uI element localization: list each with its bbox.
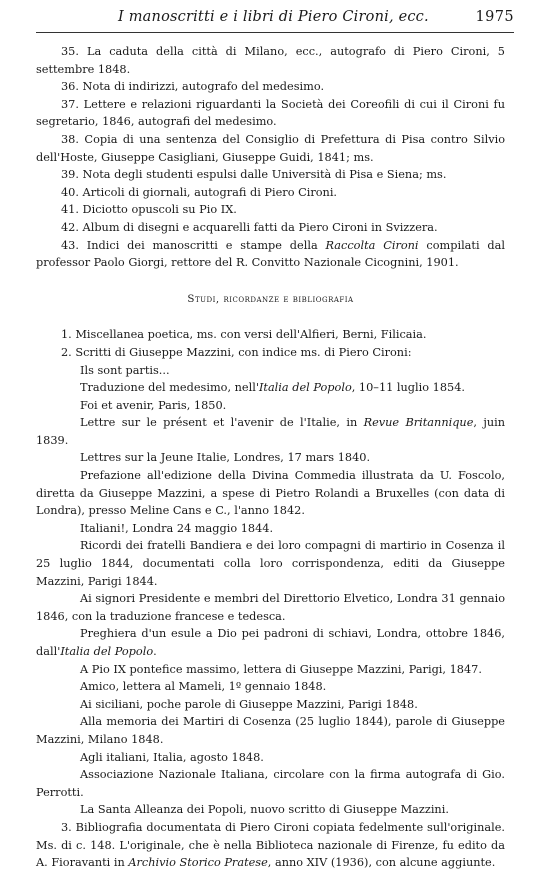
item-text: compilati dal professor Paolo Giorgi, rettore del R. Convitto Nazionale Cicognini, 1901. bbox=[36, 238, 505, 270]
sub-item: Agli italiani, Italia, agosto 1848. bbox=[80, 750, 264, 764]
list-item: 35. La caduta della città di Milano, ecc., autografo di Piero Cironi, 5 settembre 1848. bbox=[36, 45, 505, 76]
italic-title: Revue Britannique bbox=[363, 416, 474, 430]
sub-item: La Santa Alleanza dei Popoli, nuovo scritto di Giuseppe Mazzini. bbox=[80, 803, 449, 817]
sub-item: Italiani!, Londra 24 maggio 1844. bbox=[80, 521, 274, 535]
sub-item: Ai signori Presidente e membri del Direttorio Elvetico, Londra 31 gennaio 1846, con la traduzione francese e tedesca. bbox=[36, 592, 505, 623]
list-item: 40. Articoli di giornali, autografi di Piero Cironi. bbox=[61, 185, 338, 199]
list-item: 41. Diciotto opuscoli su Pio IX. bbox=[61, 203, 237, 217]
page-number: 1975 bbox=[475, 9, 514, 25]
running-title: I manoscritti e i libri di Piero Cironi, ecc. bbox=[118, 9, 429, 25]
page-header bbox=[0, 9, 550, 29]
sub-item: Alla memoria dei Martiri di Cosenza (25 luglio 1844), parole di Giuseppe Mazzini, Milano 1848. bbox=[36, 715, 505, 746]
item-text: , juin 1839. bbox=[36, 416, 506, 447]
italic-title: Italia del Popolo bbox=[258, 381, 352, 395]
sub-item: Associazione Nazionale Italiana, circolare con la firma autografa di Gio. Perrotti. bbox=[36, 768, 505, 799]
italic-title: Archivio Storico Pratese bbox=[128, 856, 268, 870]
list-item: 2. Scritti di Giuseppe Mazzini, con indice ms. di Piero Cironi: bbox=[61, 345, 412, 359]
item-text: , anno XIV (1936), con alcune aggiunte. bbox=[267, 856, 496, 870]
sub-item bbox=[36, 625, 505, 660]
sub-item: Lettres sur la Jeune Italie, Londres, 17 mars 1840. bbox=[80, 451, 371, 465]
list-item: 38. Copia di una sentenza del Consiglio di Prefettura di Pisa contro Silvio dell'Hoste, Giuseppe Casigliani, Giuseppe Guidi, 1841; ms. bbox=[36, 132, 505, 164]
sub-item bbox=[36, 379, 505, 397]
item-text: Traduzione del medesimo, nell' bbox=[80, 381, 259, 395]
list-item: 39. Nota degli studenti espulsi dalle Università di Pisa e Siena; ms. bbox=[61, 168, 447, 182]
sub-item: Foi et avenir, Paris, 1850. bbox=[80, 398, 227, 412]
list-item: 1. Miscellanea poetica, ms. con versi dell'Alfieri, Berni, Filicaia. bbox=[61, 328, 427, 342]
list-item: 36. Nota di indirizzi, autografo del medesimo. bbox=[61, 80, 325, 94]
sub-item bbox=[36, 414, 505, 449]
sub-item: Amico, lettera al Mameli, 1º gennaio 1848. bbox=[80, 680, 327, 694]
item-text: . bbox=[153, 645, 157, 658]
list-item bbox=[36, 237, 505, 272]
item-text: 43. Indici dei manoscritti e stampe della bbox=[61, 238, 326, 252]
sub-item: Ricordi dei fratelli Bandiera e dei loro compagni di martirio in Cosenza il 25 luglio 1844, documentati colla loro corrispondenza, editi da Giuseppe Mazzini, Parigi 1844. bbox=[36, 539, 505, 588]
sub-item: Ai siciliani, poche parole di Giuseppe Mazzini, Parigi 1848. bbox=[80, 697, 418, 711]
italic-title: Italia del Popolo bbox=[60, 645, 154, 658]
item-text: 3. Bibliografia documentata di Piero Cironi copiata fedelmente sull'originale. Ms. di c. 148. L'originale, che è nella Biblioteca nazionale di Firenze, fu edito da A. Fioravanti in bbox=[36, 820, 505, 870]
sub-item: Prefazione all'edizione della Divina Commedia illustrata da U. Foscolo, diretta da Giuseppe Mazzini, a spese di Pietro Rolandi a Bruxelles (con data di Londra), presso Meline Cans e C., l'anno 1842. bbox=[36, 469, 505, 518]
list-item bbox=[36, 819, 505, 872]
page-body bbox=[36, 43, 505, 872]
header-rule bbox=[36, 32, 514, 33]
italic-title: Raccolta Cironi bbox=[325, 238, 419, 252]
section-heading: Studi, ricordanze e bibliografia bbox=[187, 292, 354, 305]
list-item: 37. Lettere e relazioni riguardanti la Società dei Coreofili di cui il Cironi fu segretario, 1846, autografi del medesimo. bbox=[36, 97, 505, 129]
item-text: Preghiera d'un esule a Dio pei padroni di schiavi, Londra, ottobre 1846, dall' bbox=[36, 627, 505, 658]
sub-item: Ils sont partis... bbox=[80, 363, 170, 377]
item-text: , 10–11 luglio 1854. bbox=[351, 381, 466, 395]
sub-item: A Pio IX pontefice massimo, lettera di Giuseppe Mazzini, Parigi, 1847. bbox=[80, 662, 482, 676]
item-text: Lettre sur le présent et l'avenir de l'Italie, in bbox=[80, 416, 364, 430]
list-item: 42. Album di disegni e acquarelli fatti da Piero Cironi in Svizzera. bbox=[61, 220, 438, 234]
